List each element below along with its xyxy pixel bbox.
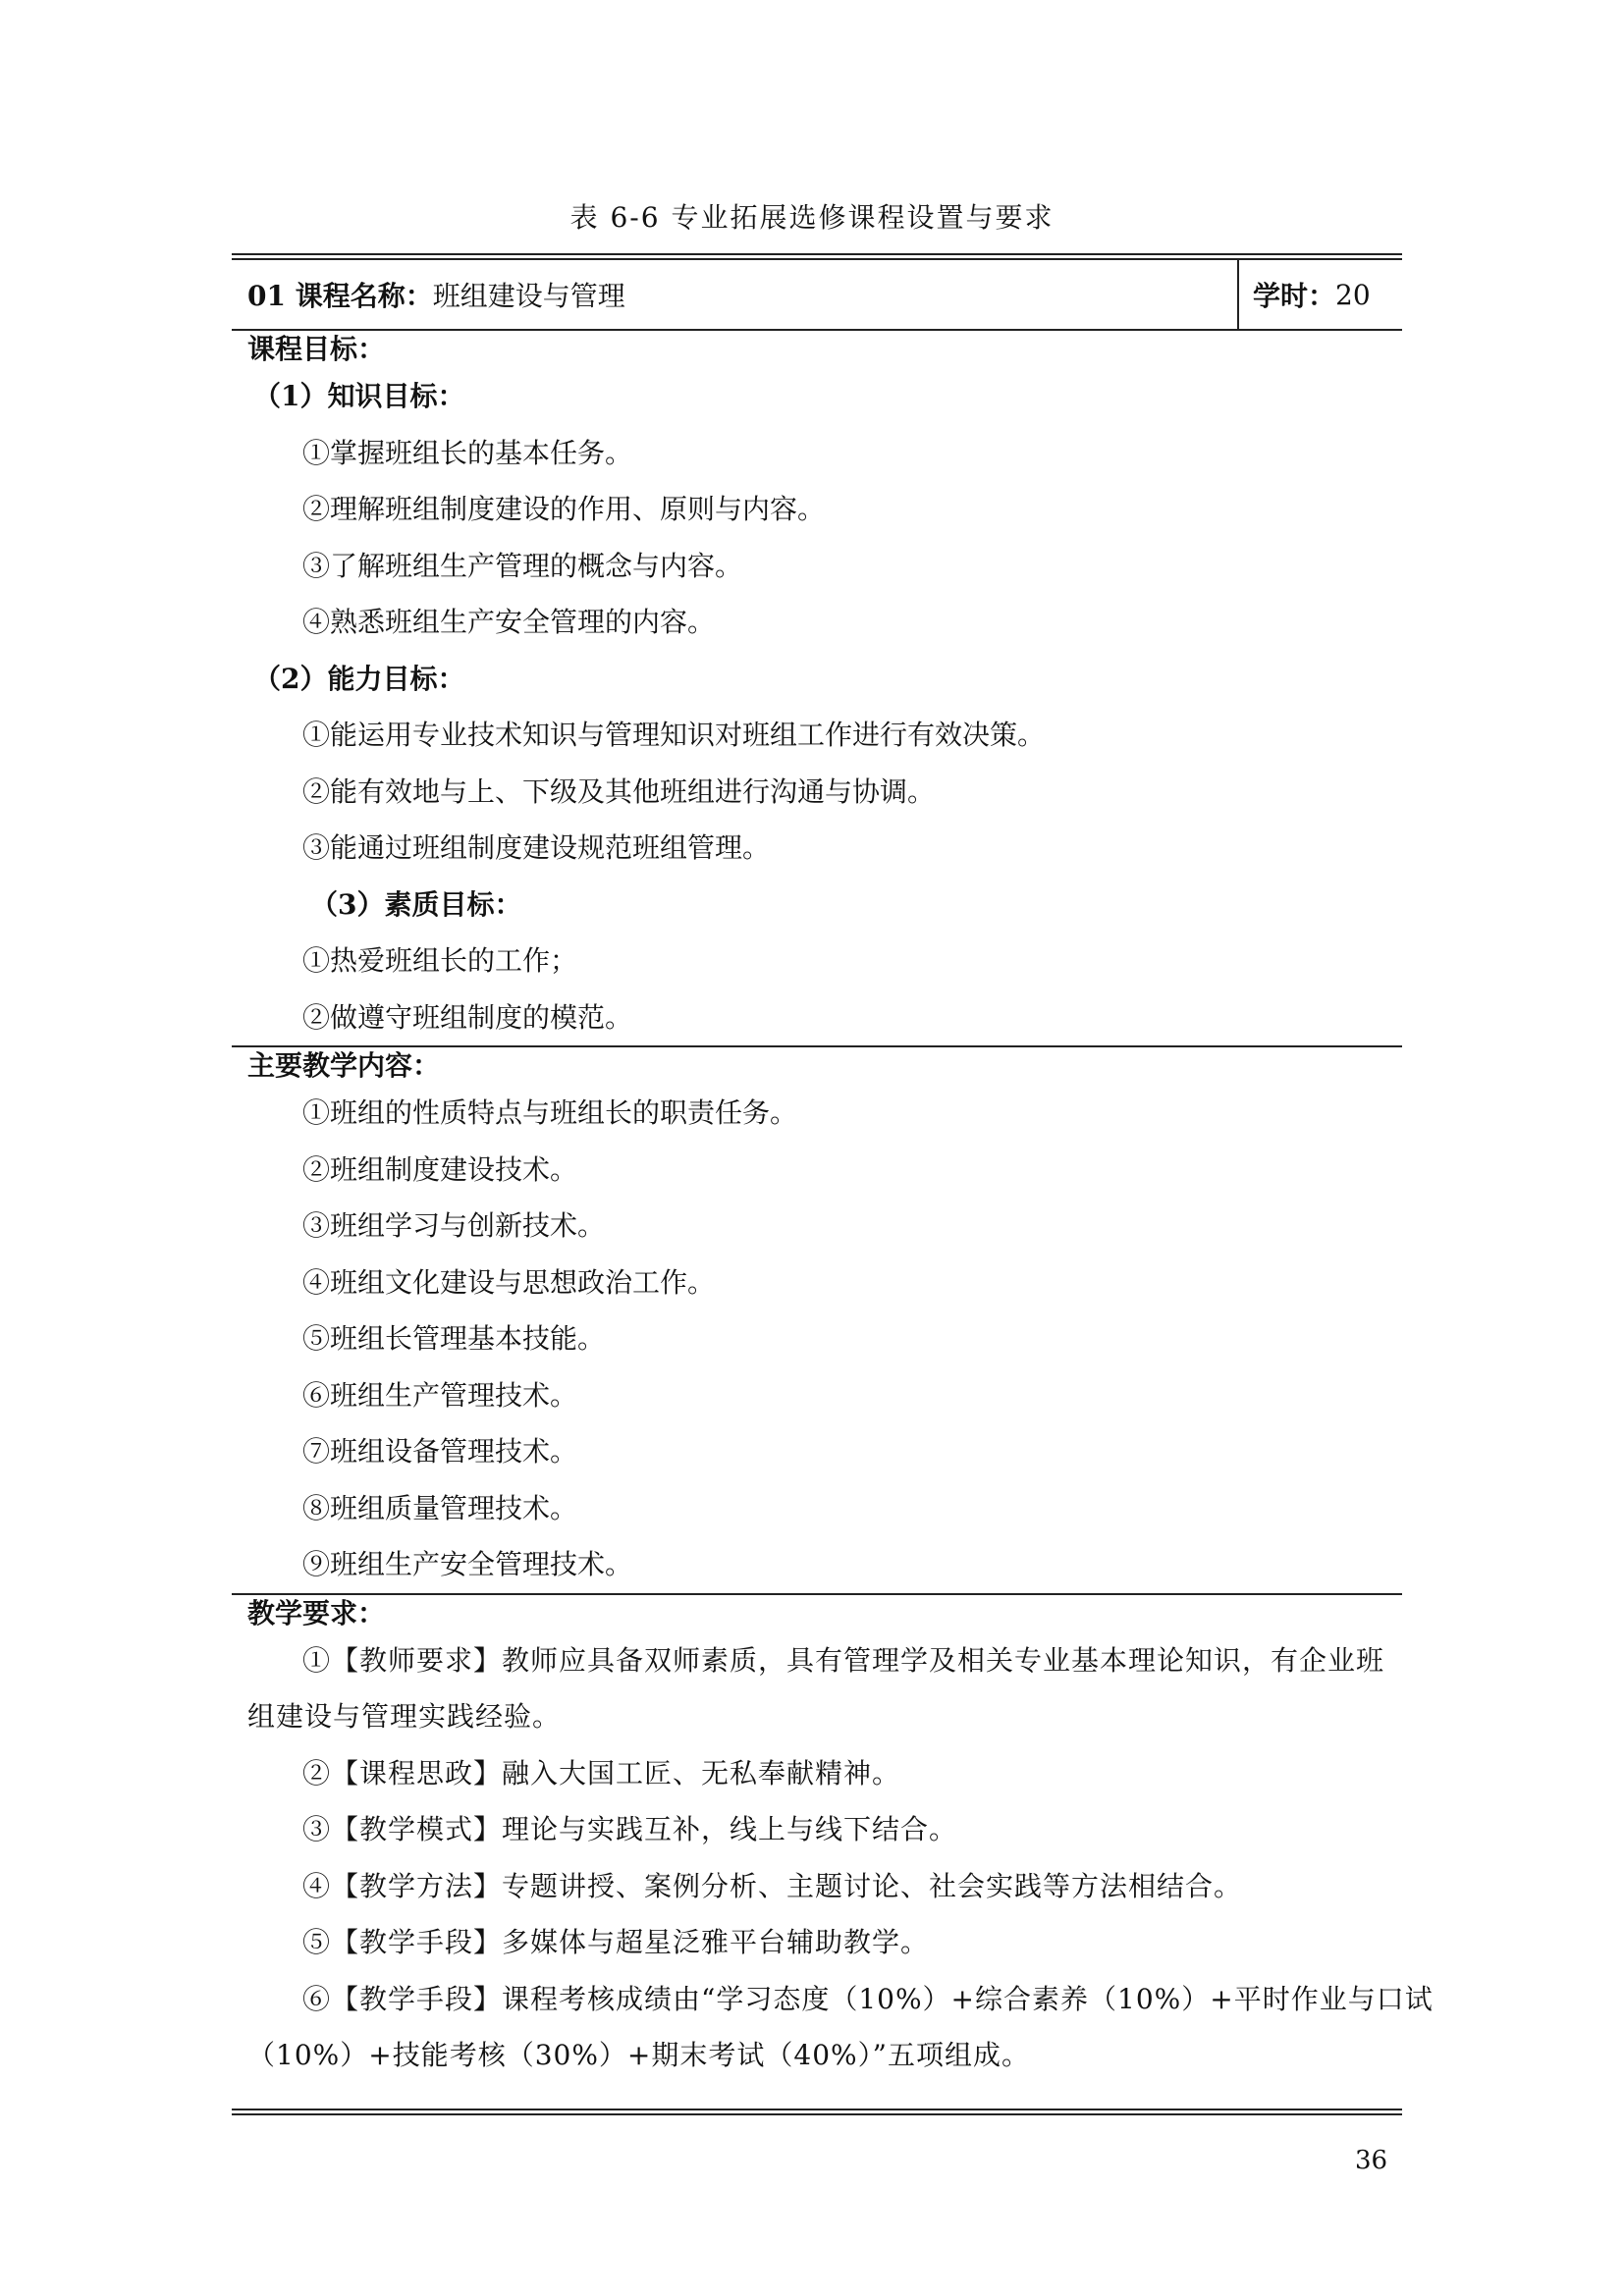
course-name-label: 01 课程名称： [247, 280, 433, 312]
course-name-value: 班组建设与管理 [432, 280, 625, 312]
list-item: ③能通过班组制度建设规范班组管理。 [302, 831, 771, 864]
list-item: ⑦班组设备管理技术。 [302, 1435, 578, 1468]
table-caption: 表 6-6 专业拓展选修课程设置与要求 [569, 201, 1055, 234]
content-section [232, 1047, 1402, 1593]
course-hours-label: 学时： [1253, 280, 1336, 312]
table-top-rule [232, 253, 1402, 260]
list-item: ④熟悉班组生产安全管理的内容。 [302, 606, 716, 638]
paragraph-line: 组建设与管理实践经验。 [247, 1700, 562, 1733]
course-name-cell [232, 260, 1239, 329]
list-item: ②做遵守班组制度的模范。 [302, 1000, 633, 1034]
ability-heading: （2）能力目标： [253, 662, 465, 695]
paragraph-line: ①【教师要求】教师应具备双师素质，具有管理学及相关专业基本理论知识，有企业班 [302, 1643, 1385, 1677]
quality-heading: （3）素质目标： [310, 887, 522, 921]
list-item: ②班组制度建设技术。 [302, 1152, 578, 1186]
list-item: ⑥班组生产管理技术。 [302, 1378, 578, 1412]
paragraph-line: ⑥【教学手段】课程考核成绩由“学习态度（10%）+综合素养（10%）+平时作业与口试 [302, 1982, 1434, 2015]
list-item: ④班组文化建设与思想政治工作。 [302, 1265, 716, 1299]
list-item: ⑨班组生产安全管理技术。 [302, 1548, 633, 1580]
knowledge-heading: （1）知识目标： [253, 380, 465, 412]
page-number: 36 [1355, 2146, 1388, 2175]
list-item: ②理解班组制度建设的作用、原则与内容。 [302, 493, 826, 525]
course-header-row [232, 260, 1402, 331]
list-item: ⑧班组质量管理技术。 [302, 1491, 578, 1524]
list-item: ①掌握班组长的基本任务。 [302, 436, 633, 469]
list-item: ⑤班组长管理基本技能。 [302, 1322, 606, 1355]
paragraph-line: ②【课程思政】融入大国工匠、无私奉献精神。 [302, 1756, 901, 1789]
course-hours-cell [1239, 260, 1402, 329]
table-bottom-rule [232, 2109, 1402, 2115]
content-title: 主要教学内容： [247, 1049, 441, 1082]
list-item: ③班组学习与创新技术。 [302, 1209, 606, 1242]
objectives-title: 课程目标： [247, 333, 386, 365]
course-table [232, 253, 1434, 2084]
list-item: ①班组的性质特点与班组长的职责任务。 [302, 1096, 798, 1129]
requirements-section [232, 1595, 1434, 2084]
objectives-section [232, 331, 1402, 1045]
paragraph-line: ⑤【教学手段】多媒体与超星泛雅平台辅助教学。 [302, 1926, 930, 1958]
list-item: ①热爱班组长的工作； [302, 944, 578, 977]
paragraph-line: （10%）+技能考核（30%）+期末考试（40%）”五项组成。 [247, 2039, 1030, 2071]
list-item: ③了解班组生产管理的概念与内容。 [302, 549, 743, 582]
paragraph-line: ④【教学方法】专题讲授、案例分析、主题讨论、社会实践等方法相结合。 [302, 1869, 1243, 1902]
list-item: ①能运用专业技术知识与管理知识对班组工作进行有效决策。 [302, 719, 1046, 751]
course-hours-value: 20 [1335, 278, 1371, 311]
requirements-title: 教学要求： [247, 1596, 386, 1629]
paragraph-line: ③【教学模式】理论与实践互补，线上与线下结合。 [302, 1813, 958, 1845]
list-item: ②能有效地与上、下级及其他班组进行沟通与协调。 [302, 774, 936, 808]
